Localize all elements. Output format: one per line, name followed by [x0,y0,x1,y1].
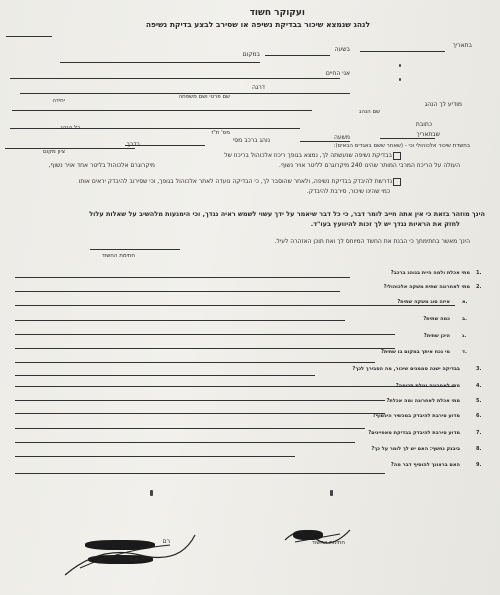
question-number: 2. [476,284,482,290]
suspect-signature-label: חתימת החשוד [101,253,135,259]
option2-line1: נדרשת להיבדק בבדיקת נשיפה, ולאחר שהוסבר לך, כי הבדיקה נועדה לאתר אלכוהול בגופך, וכי שסירוב להיבדק יראים אותו [78,178,392,185]
question-number: 6. [476,413,482,419]
badge-caption: מ.א.ס [129,556,145,563]
answer-line[interactable] [15,291,340,292]
option1-checkbox[interactable] [393,152,401,160]
place-field[interactable] [60,62,260,63]
answer-line[interactable] [15,428,365,429]
question-number: 7. [476,430,482,436]
date-label: בתאריך [452,42,472,49]
unit-caption: יחידה [52,98,65,104]
answer-line[interactable] [15,320,345,321]
form-subtitle: לנהג שנמצא שיכור בבדיקת נשיפה או שסירב לבצע בדיקת נשיפה [145,20,370,29]
suspect-signature-field[interactable] [90,249,180,250]
ink-mark [150,490,153,496]
answer-line[interactable] [15,305,455,306]
confirm-text: הינך מאשר בחתימתך כי הבנת את החשד המיוחס לך ואת תוכן האזהרה לעיל. [274,238,470,245]
officer-signature-scribble [60,530,200,580]
question-number: ג. [462,333,467,339]
question-text: היכן שתית? [423,333,450,339]
date-field[interactable] [360,51,445,52]
answer-line[interactable] [15,348,395,349]
option2-checkbox[interactable] [393,178,401,186]
answer-line[interactable] [15,375,315,376]
hour-label: בשעה [334,46,350,53]
redaction-mark [293,530,323,540]
question-text: מתי אכלת לאחרונה ומה אכלת? [386,398,460,404]
from-hour-field[interactable] [300,141,350,142]
from-hour-label: משעה [333,134,350,141]
question-number: ב. [462,316,467,322]
officer-name-field[interactable] [10,78,340,79]
location-caption: ציון מקום [42,149,65,155]
warning-line1: הינך מוזהר בזאת כי אין אתה חייב לומר דבר, כי כל דבר שיאמר על ידך עשוי לשמש ראיה נגדך, וכי הימנעות מלהשיב על שאלות עלול [89,210,485,218]
answer-line[interactable] [15,473,385,474]
vehicle-label: נוהג ברכב מסי [232,137,270,144]
name-caption: שם פרטי ושם משפחה [178,94,230,100]
top-left-line [6,36,52,37]
question-number: 4. [476,383,482,389]
place-label: במקום [242,51,260,58]
question-text: מדוע סירבת להיבדק במכשיר הינשוף? [372,413,460,419]
warning-line2: לחזק את הראיות נגדך יש לך זכות להיוועץ בעו"ד. [310,220,460,228]
address-field[interactable] [10,128,300,129]
id-caption: כל הנהג [60,125,80,131]
ink-mark [399,78,401,81]
question-number: ד. [462,349,467,355]
form-title: ועקוקר חשוד [249,8,305,18]
option1-line3: העולה על הריכוז המרבי המותר שהינו 240 מיקרוגרם לליטר אויר נשוף. [279,162,460,169]
notice-label: מודיע לך הנהג [424,101,462,108]
question-number: 3. [476,366,482,372]
rank-label: דרגה [251,84,265,91]
address-label: כתובת [415,121,432,128]
question-text: מתי לאחרונה שתית משקה אלכוהולי? [383,284,470,290]
question-number: א. [462,299,468,305]
suspect-signature-caption: חתימת החשוד [311,540,345,546]
road-label: בדרך [126,141,140,148]
on-date-label: שבתאריך [416,131,440,138]
option2-line2: כמי שהינו שיכור, סירבת להיבדק. [306,188,390,195]
on-date-field[interactable] [380,138,435,139]
question-text: מי נכח איתך במקום בו שתית? [380,349,450,355]
ink-mark [399,64,401,67]
answer-line[interactable] [15,334,395,335]
answer-line[interactable] [15,413,385,414]
option1-line2: מיקרוגרם אלכוהול בליטר אחד אויר נשוף, [48,162,155,169]
answer-line[interactable] [15,386,455,387]
question-text: איזה סוג משקה שתית? [397,299,450,305]
hour-field[interactable] [265,55,330,56]
i-am-label: אני החיים [325,70,350,77]
answer-line[interactable] [15,362,375,363]
answer-line[interactable] [15,442,355,443]
answer-line[interactable] [15,400,385,401]
road-field[interactable] [5,148,135,149]
question-text: מתי אכלת ולמה היית בנוהג ברכב? [390,270,470,276]
rank-caption: רם [162,538,170,545]
question-number: 9. [476,462,482,468]
suspicion-text: בחשדת שיכור אלכוהולי וכי - (שאחר ששם באגדים הבאים): [333,143,470,149]
question-text: מדוע סירבת להיבדק בבדיקת מאפיינים? [368,430,460,436]
question-text: האם ברצונך להוסיף דבר מה? [390,462,460,468]
question-text: בבדיקה ישנה סממנים שיכור, מה הסבירך לכך? [352,366,460,372]
license-caption: מס' ת"ז [211,130,230,136]
question-text: ביבנק נחשף: האם יש לך לומר על כך? [371,446,460,452]
question-text: מתי לאחרונה נטלת תרופה? [395,383,460,389]
ink-mark [330,490,333,496]
driver-name-caption: שם הנהג [359,109,380,115]
question-text: כמה שתית? [423,316,450,322]
driver-name-field[interactable] [12,110,312,111]
question-number: 8. [476,446,482,452]
answer-line[interactable] [15,456,295,457]
question-number: 5. [476,398,482,404]
question-number: 1. [476,270,482,276]
answer-line[interactable] [15,277,350,278]
option1-line1: בבדיקת נשיפה שנעשתה לך, נמצא בגופך ריכוז אלכוהול בריכוז של [224,152,392,159]
